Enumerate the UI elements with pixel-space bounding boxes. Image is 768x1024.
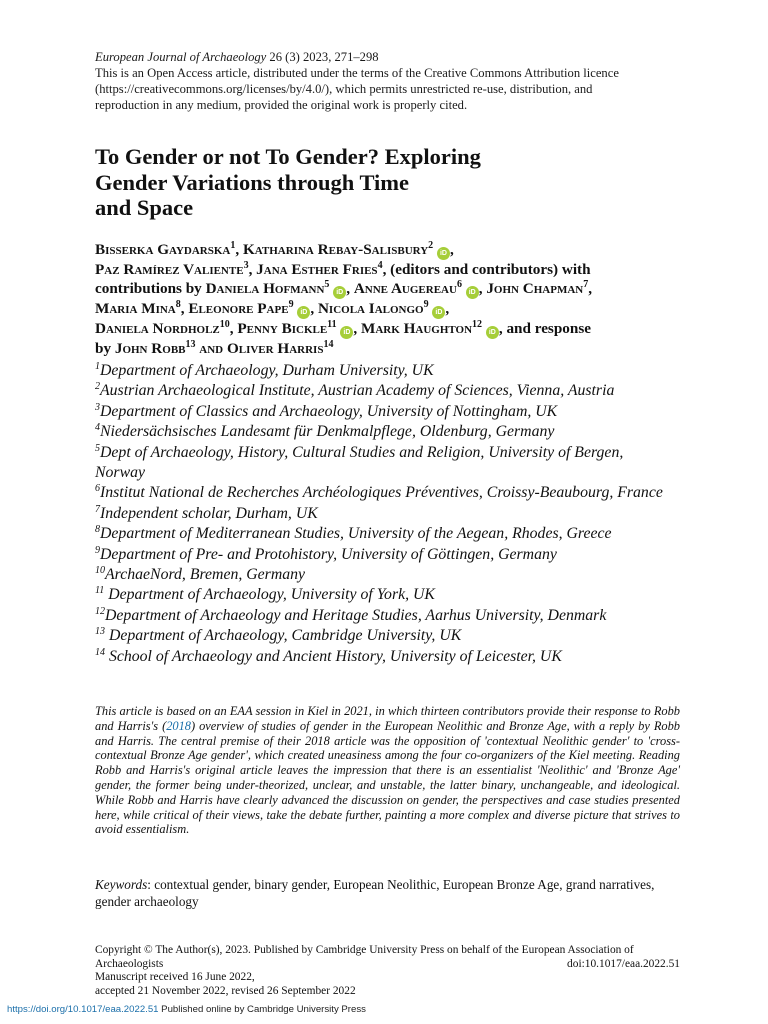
affiliation-item (95, 524, 695, 544)
author-name: Paz Ramírez Valiente (95, 261, 244, 278)
author-affil-number: 12 (472, 319, 483, 331)
affiliation-item (95, 626, 695, 646)
affiliation-number: 9 (95, 544, 100, 556)
orcid-icon[interactable]: iD (486, 326, 499, 339)
affiliation-text: Department of Archaeology, Cambridge University, UK (105, 627, 462, 645)
affiliation-item (95, 545, 695, 565)
title-line-3: and Space (95, 195, 194, 220)
keywords-label: Keywords (95, 877, 148, 892)
abstract-text-2: ) overview of studies of gender in the European Neolithic and Bronze Age, with a reply by Robb and Harris. The central premise of their 2018 article was the opposition of 'contextual Neolithic gender' to 'cross-contextual Bronze Age gender', which created uneasiness among the four co-organizers of the Kiel meeting. Reading Robb and Harris's original article leaves the impression that there is an essentialist 'Neolithic' and 'Bronze Age' gender, the former being under-theorized, unclear, and unstable, the latter binary, unchangeable, and ideological. While Robb and Harris have clearly advanced the discussion on gender, the perspectives and case studies presented here, while critical of their views, take the debate further, painting a more complex and diverse picture that strives to avoid essentialism. (95, 718, 680, 837)
author-name: Daniela Hofmann (205, 280, 325, 298)
affiliation-text: Department of Archaeology, University of York, UK (104, 586, 435, 604)
author-affil-number: 11 (327, 319, 337, 331)
affiliation-text: Niedersächsisches Landesamt für Denkmalpflege, Oldenburg, Germany (100, 423, 555, 441)
article-title (95, 144, 615, 221)
by-word: by (95, 340, 112, 358)
response-note: , and response (498, 320, 591, 338)
author-affil-number: 4 (377, 260, 383, 271)
affiliation-item (95, 585, 695, 605)
affiliation-text: Dept of Archaeology, History, Cultural Studies and Religion, University of Bergen, (100, 443, 624, 461)
orcid-icon[interactable]: iD (340, 326, 353, 339)
doi-link[interactable]: https://doi.org/10.1017/eaa.2022.51 (7, 1004, 159, 1015)
author-name: Jana Esther Fries (256, 261, 378, 278)
author-name: Maria Mina (95, 300, 176, 318)
author-name: Penny Bickle (237, 320, 328, 338)
author-name: Oliver Harris (226, 340, 324, 358)
affiliation-item (95, 647, 695, 667)
author-affil-number: 1 (230, 240, 236, 251)
article-footer (95, 944, 680, 999)
affiliation-text: Institut National de Recherches Archéologiques Préventives, Croissy-Beaubourg, France (100, 484, 663, 502)
affiliation-item (95, 565, 695, 585)
keywords (95, 877, 680, 910)
reference-link-2018[interactable]: 2018 (166, 718, 191, 733)
author-affil-number: 9 (288, 299, 294, 311)
affiliation-text: Department of Mediterranean Studies, University of the Aegean, Rhodes, Greece (100, 525, 612, 543)
affiliation-item (95, 402, 695, 422)
affiliation-number: 14 (95, 646, 105, 658)
affiliation-text: Department of Classics and Archaeology, University of Nottingham, UK (100, 402, 558, 420)
author-affil-number: 14 (323, 339, 334, 351)
affiliation-text: ArchaeNord, Bremen, Germany (105, 566, 306, 584)
footer-doi: doi:10.1017/eaa.2022.51 (567, 957, 680, 970)
affiliation-item (95, 361, 695, 381)
affiliation-item (95, 463, 695, 483)
author-name: Katharina Rebay-Salisbury (242, 241, 429, 258)
contributions-by: contributions by (95, 280, 202, 298)
affiliation-number: 12 (95, 605, 105, 617)
affiliation-item (95, 606, 695, 626)
licence-line-3: reproduction in any medium, provided the original work is properly cited. (95, 98, 468, 112)
affiliation-item (95, 504, 695, 524)
orcid-icon[interactable]: iD (333, 286, 346, 299)
copyright-line: Copyright © The Author(s), 2023. Published by Cambridge University Press on behalf of the European Association of (95, 944, 634, 956)
author-name: Mark Haughton (361, 320, 473, 338)
journal-issue: 26 (3) 2023, 271–298 (266, 50, 379, 64)
affiliation-number: 8 (95, 524, 100, 536)
author-name: John Chapman (486, 280, 584, 298)
author-name: Daniela Nordholz (95, 320, 220, 338)
author-name: Nicola Ialongo (317, 300, 424, 318)
affiliation-text: School of Archaeology and Ancient History, University of Leicester, UK (105, 647, 562, 665)
keywords-text: : contextual gender, binary gender, European Neolithic, European Bronze Age, grand narratives, gender archaeology (95, 877, 655, 909)
author-list: Bisserka Gaydarska$^1$, Katharina Rebay-Salisbury$^2$ iD , Paz Ramírez Valiente$^3$, Jana Esther Fries$^4$, (editors and contributors) with contributions by Daniela Hofmann$^5$ iD , Anne Augereau$^6$ iD , John Chapman$^7$, Maria Mina$^8$, Eleonore Pape$^9$ iD , Nicola Ialongo$^9$ iD , Daniela Nordholz$^{10}$, Penny Bickle$^{11}$ iD , Mark Haughton$^{12}$ iD , and response by John Robb$^{13}$ and Oliver Harris$^{14}$ (95, 240, 593, 358)
affiliation-text: Department of Archaeology and Heritage Studies, Aarhus University, Denmark (105, 606, 607, 624)
orcid-icon[interactable]: iD (466, 286, 479, 299)
copyright-line-2: Archaeologists (95, 957, 164, 970)
affiliation-item (95, 422, 695, 442)
affiliation-number: 6 (95, 483, 100, 495)
manuscript-accepted: accepted 21 November 2022, revised 26 September 2022 (95, 985, 356, 998)
editors-note: , (editors and contributors) with (382, 261, 591, 278)
affiliation-number: 3 (95, 401, 100, 413)
orcid-icon[interactable]: iD (432, 306, 445, 319)
abstract-text-1: This article is based on an EAA session in Kiel in 2021, in which thirteen contributors provide their response to Robb and Harris's ( (95, 704, 680, 733)
affiliation-number: 1 (95, 361, 100, 372)
affiliation-number: 7 (95, 503, 100, 515)
affiliation-text: Department of Pre- and Protohistory, University of Göttingen, Germany (100, 545, 557, 563)
affiliation-number: 10 (95, 565, 105, 577)
author-affil-number: 9 (423, 299, 429, 311)
title-line-1: To Gender or not To Gender? Exploring (95, 144, 481, 169)
author-affil-number: 13 (185, 339, 196, 351)
author-affil-number: 5 (324, 279, 330, 291)
affiliation-text: Department of Archaeology, Durham University, UK (100, 362, 434, 379)
licence-line-2: , which permits unrestricted re-use, distribution, and (329, 82, 593, 96)
manuscript-received: Manuscript received 16 June 2022, (95, 971, 255, 984)
author-affil-number: 3 (243, 260, 249, 271)
affiliation-number: 5 (95, 442, 100, 454)
affiliation-number: 13 (95, 626, 105, 638)
author-affil-number: 7 (583, 279, 589, 291)
author-name: Anne Augereau (353, 280, 457, 298)
author-affil-number: 2 (428, 240, 434, 251)
licence-line-1: This is an Open Access article, distributed under the terms of the Creative Commons Attribution licence (95, 66, 619, 80)
affiliation-number: 2 (95, 381, 100, 393)
affiliation-list (95, 361, 695, 667)
published-online-text: Published online by Cambridge University Press (158, 1004, 366, 1015)
affiliation-item (95, 381, 695, 401)
author-name: Eleonore Pape (188, 300, 289, 318)
and-word: and (199, 340, 224, 358)
affiliation-item (95, 443, 695, 463)
title-line-2: Gender Variations through Time (95, 169, 410, 195)
affiliation-number: 4 (95, 422, 100, 434)
author-name: Bisserka Gaydarska (95, 241, 231, 258)
affiliation-number: 11 (95, 585, 105, 597)
orcid-icon[interactable]: iD (437, 247, 450, 260)
author-affil-number: 6 (456, 279, 462, 291)
orcid-icon[interactable]: iD (297, 306, 310, 319)
journal-header: European Journal of Archaeology 26 (3) 2023, 271–298 This is an Open Access article, distributed under the terms of the Creative Commons Attribution licence (https://creativecommons.org/licenses/by/4.0/), which permits unrestricted re-use, distribution, and reproduction in any medium, provided the original work is properly cited. (95, 49, 695, 113)
affiliation-text: Austrian Archaeological Institute, Austrian Academy of Sciences, Vienna, Austria (100, 382, 615, 400)
journal-name: European Journal of Archaeology (95, 50, 267, 64)
licence-link[interactable]: https://creativecommons.org/licenses/by/4.0/ (99, 82, 325, 96)
affiliation-item (95, 483, 695, 503)
affiliation-text: Independent scholar, Durham, UK (100, 504, 318, 522)
published-online-bar (7, 1004, 366, 1016)
author-affil-number: 10 (219, 319, 230, 331)
author-name: John Robb (114, 340, 186, 358)
affiliation-text: Norway (95, 464, 146, 482)
abstract (95, 704, 680, 837)
author-affil-number: 8 (175, 299, 181, 311)
